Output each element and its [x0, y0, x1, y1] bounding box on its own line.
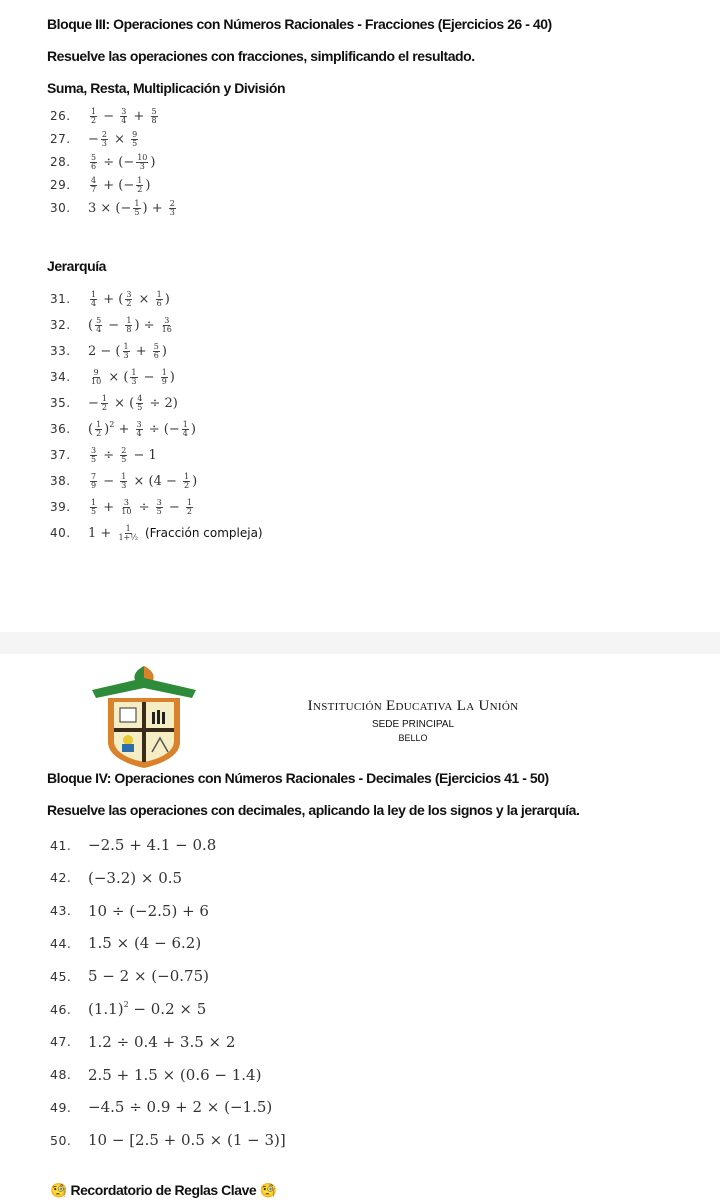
denominator: 8 — [151, 115, 157, 125]
expression-text: 3 × (− — [88, 200, 132, 216]
exercise-expression — [88, 869, 182, 887]
expression-text: 1 + — [88, 525, 116, 541]
fraction — [133, 200, 140, 217]
exercise-item — [50, 868, 182, 888]
fraction — [90, 369, 102, 386]
expression-text: × ( — [110, 395, 135, 411]
exercise-expression — [88, 343, 167, 360]
fraction — [125, 291, 132, 308]
numerator: 1 — [91, 106, 97, 116]
exercise-item — [50, 1032, 235, 1052]
denominator: 6 — [156, 298, 162, 308]
fraction — [169, 200, 176, 217]
exercise-item — [50, 419, 196, 439]
denominator: 2 — [184, 480, 190, 490]
block4-subtitle: Resuelve las operaciones con decimales, aplicando la ley de los signos y la jerarquía. — [47, 802, 580, 818]
numerator: 7 — [91, 471, 97, 481]
exercise-number: 47. — [50, 1034, 72, 1050]
expression-text: ÷ 2) — [145, 395, 178, 411]
exercise-item — [50, 289, 170, 309]
fraction — [182, 421, 189, 438]
exercise-item — [50, 1097, 272, 1117]
numerator: 5 — [153, 341, 159, 351]
exercise-item — [50, 341, 167, 361]
expression-text: 2.5 + 1.5 × (0.6 − 1.4) — [88, 1065, 262, 1084]
numerator: 1 — [126, 315, 132, 325]
institution-city: BELLO — [398, 733, 428, 743]
exercise-item — [50, 523, 263, 543]
exercise-expression — [88, 473, 197, 490]
exercise-item — [50, 106, 160, 126]
numerator: 4 — [137, 393, 143, 403]
block4-title: Bloque IV: Operaciones con Números Racionales - Decimales (Ejercicios 41 - 50) — [47, 770, 549, 786]
fraction — [156, 499, 163, 516]
fraction — [120, 108, 127, 125]
denominator: 4 — [182, 428, 188, 438]
denominator: 9 — [161, 376, 167, 386]
monocle-face-icon: 🧐 — [50, 1182, 67, 1198]
fraction — [90, 473, 97, 490]
exercise-number: 33. — [50, 344, 71, 358]
denominator: 10 — [121, 506, 132, 516]
denominator: 3 — [169, 207, 175, 217]
expression-text: × ( — [104, 369, 129, 385]
exercise-expression — [88, 421, 196, 438]
numerator: 1 — [156, 289, 162, 299]
block3-subtitle: Resuelve las operaciones con fracciones, simplificando el resultado. — [47, 48, 475, 64]
exercise-number: 34. — [50, 370, 71, 384]
numerator: 4 — [91, 175, 97, 185]
expression-text: ) — [169, 369, 175, 385]
numerator: 1 — [131, 367, 137, 377]
numerator: 1 — [121, 471, 127, 481]
exercise-number: 27. — [50, 132, 71, 146]
expression-text: −4.5 ÷ 0.9 + 2 × (−1.5) — [88, 1098, 273, 1117]
institution-name: Institución Educativa La Unión — [307, 698, 519, 714]
expression-text: (−3.2) × 0.5 — [88, 868, 183, 887]
exercise-expression — [88, 131, 140, 148]
expression-text: ÷ — [134, 499, 154, 515]
fraction — [131, 131, 138, 148]
fraction — [136, 421, 143, 438]
exercise-number: 29. — [50, 178, 71, 192]
fraction — [90, 291, 97, 308]
denominator: 9 — [91, 480, 97, 490]
numerator: 1 — [161, 367, 167, 377]
fraction — [130, 369, 137, 386]
fraction — [183, 473, 190, 490]
denominator: 5 — [91, 454, 97, 464]
block3-title: Bloque III: Operaciones con Números Racionales - Fracciones (Ejercicios 26 - 40) — [47, 16, 552, 32]
section-heading-operations: Suma, Resta, Multiplicación y División — [47, 80, 286, 96]
exercise-expression — [88, 1098, 272, 1116]
expression-text: − — [99, 108, 119, 124]
denominator: 3 — [121, 480, 127, 490]
fraction — [101, 131, 108, 148]
fraction — [95, 317, 102, 334]
fraction — [125, 317, 132, 334]
fraction — [117, 525, 139, 542]
expression-text: 1.5 × (4 − 6.2) — [88, 934, 202, 953]
fraction — [186, 499, 193, 516]
denominator: 4 — [91, 298, 97, 308]
numerator: 1 — [96, 419, 102, 429]
exercise-item — [50, 497, 195, 517]
exercise-number: 44. — [50, 935, 72, 951]
denominator: 7 — [91, 184, 97, 194]
exercise-item — [50, 152, 155, 172]
exercise-item — [50, 129, 140, 149]
denominator: 5 — [121, 454, 127, 464]
numerator: 2 — [121, 445, 127, 455]
denominator: 2 — [137, 184, 143, 194]
expression-text: ) ÷ — [134, 317, 159, 333]
expression-text: − — [88, 131, 99, 147]
expression-text: ) — [161, 343, 167, 359]
denominator: 3 — [123, 350, 129, 360]
exercise-expression — [88, 525, 141, 542]
exercise-number: 26. — [50, 109, 71, 123]
expression-text: 2 − ( — [88, 343, 121, 359]
numerator: 1 — [182, 419, 188, 429]
expression-text: ) + — [142, 200, 167, 216]
exercise-number: 50. — [50, 1132, 72, 1148]
denominator: 5 — [156, 506, 162, 516]
fraction — [95, 421, 102, 438]
numerator: 1 — [123, 341, 129, 351]
expression-text: − — [99, 473, 119, 489]
exercise-item — [50, 933, 201, 953]
numerator: 1 — [91, 289, 97, 299]
institution-sede: SEDE PRINCIPAL — [371, 719, 455, 730]
fraction — [90, 177, 97, 194]
exercise-item — [50, 445, 157, 465]
exercise-item — [50, 315, 175, 335]
expression-text: × — [134, 291, 154, 307]
expression-text: + (− — [99, 177, 135, 193]
exercise-number: 28. — [50, 155, 71, 169]
denominator: 2 — [186, 506, 192, 516]
exercise-expression — [88, 108, 160, 125]
exercise-expression — [88, 317, 175, 334]
numerator: 3 — [126, 289, 132, 299]
exercise-number: 32. — [50, 318, 71, 332]
expression-text: ÷ — [99, 447, 119, 463]
numerator: 10 — [137, 152, 148, 162]
exercise-number: 46. — [50, 1001, 72, 1017]
numerator: 9 — [132, 129, 138, 139]
fraction — [120, 447, 127, 464]
fraction — [156, 291, 163, 308]
denominator: 4 — [136, 428, 142, 438]
exercise-number: 30. — [50, 201, 71, 215]
fraction — [153, 343, 160, 360]
exercise-expression — [88, 369, 175, 386]
fraction — [123, 343, 130, 360]
numerator: 1 — [101, 393, 107, 403]
monocle-face-icon: 🧐 — [259, 1182, 277, 1198]
denominator: 5 — [132, 138, 138, 148]
fraction — [136, 395, 143, 412]
expression-text: − — [88, 395, 99, 411]
denominator: 8 — [126, 324, 132, 334]
expression-text: ) — [164, 291, 170, 307]
denominator: 16 — [161, 324, 172, 334]
expression-text: −2.5 + 4.1 − 0.8 — [88, 836, 217, 854]
exercise-item — [50, 175, 150, 195]
fraction — [101, 395, 108, 412]
numerator: 1 — [186, 497, 192, 507]
denominator: 3 — [101, 138, 107, 148]
fraction — [120, 473, 127, 490]
exercise-number: 38. — [50, 474, 71, 488]
exercise-item — [50, 999, 206, 1019]
fraction — [161, 317, 173, 334]
expression-text: ( — [88, 317, 94, 333]
exercise-item — [50, 393, 178, 413]
fraction — [151, 108, 158, 125]
exercise-expression — [88, 154, 155, 171]
exponent: 2 — [123, 999, 129, 1009]
exercise-expression — [88, 836, 216, 854]
expression-text: − — [164, 499, 184, 515]
exercise-note: (Fracción compleja) — [144, 526, 263, 540]
denominator: 6 — [153, 350, 159, 360]
numerator: 5 — [96, 315, 102, 325]
expression-text: ) — [192, 473, 198, 489]
expression-text: − — [139, 369, 159, 385]
exercise-expression — [88, 934, 201, 952]
expression-text: 1.2 ÷ 0.4 + 3.5 × 2 — [88, 1032, 236, 1051]
expression-text: ) — [150, 154, 156, 170]
numerator: 2 — [169, 198, 175, 208]
expression-text: (1.1) — [88, 1000, 124, 1018]
exercise-expression — [88, 1066, 261, 1084]
exercise-expression — [88, 967, 209, 985]
reminder-label: Recordatorio de Reglas Clave — [70, 1182, 257, 1198]
fraction — [136, 154, 148, 171]
fraction — [120, 499, 132, 516]
expression-text: 10 ÷ (−2.5) + 6 — [88, 901, 209, 920]
numerator: 1 — [125, 523, 131, 533]
exercise-expression — [88, 499, 195, 516]
fraction — [90, 499, 97, 516]
fraction — [136, 177, 143, 194]
exercise-item — [50, 471, 197, 491]
fraction — [90, 447, 97, 464]
exercise-expression — [88, 1000, 206, 1018]
exercise-number: 45. — [50, 968, 72, 984]
exercise-number: 48. — [50, 1067, 72, 1083]
numerator: 3 — [156, 497, 162, 507]
numerator: 1 — [134, 198, 140, 208]
expression-text: × (4 − — [129, 473, 182, 489]
numerator: 3 — [164, 315, 170, 325]
exercise-expression — [88, 1033, 235, 1051]
fraction — [161, 369, 168, 386]
numerator: 1 — [184, 471, 190, 481]
numerator: 9 — [93, 367, 99, 377]
expression-text: + — [114, 421, 134, 437]
exercise-number: 43. — [50, 903, 72, 919]
numerator: 2 — [101, 129, 107, 139]
numerator: 5 — [151, 106, 157, 116]
fraction — [90, 108, 97, 125]
numerator: 1 — [137, 175, 143, 185]
exercise-expression — [88, 200, 178, 217]
denominator: 3 — [131, 376, 137, 386]
denominator: 2 — [91, 115, 97, 125]
exercise-expression — [88, 1131, 286, 1149]
expression-text: ÷ (− — [99, 154, 135, 170]
denominator: 4 — [121, 115, 127, 125]
denominator: 3 — [139, 161, 145, 171]
expression-text: − — [104, 317, 124, 333]
exercise-number: 35. — [50, 396, 71, 410]
expression-text: − 0.2 × 5 — [128, 1000, 207, 1018]
exercise-expression — [88, 447, 157, 464]
exponent: 2 — [109, 419, 115, 429]
denominator: 4 — [96, 324, 102, 334]
school-crest-logo — [88, 664, 200, 770]
numerator: 5 — [91, 152, 97, 162]
exercise-number: 41. — [50, 837, 72, 853]
expression-text: ) — [104, 421, 110, 437]
exercise-number: 31. — [50, 292, 71, 306]
numerator: 3 — [91, 445, 97, 455]
denominator: 1+½ — [118, 532, 138, 542]
numerator: 3 — [123, 497, 129, 507]
expression-text: − 1 — [129, 447, 157, 463]
expression-text: ( — [88, 421, 94, 437]
exercise-number: 40. — [50, 526, 71, 540]
expression-text: + — [131, 343, 151, 359]
expression-text: 5 − 2 × (−0.75) — [88, 967, 209, 986]
exercise-item — [50, 1065, 261, 1085]
exercise-expression — [88, 291, 170, 308]
expression-text: × — [110, 131, 130, 147]
page-separator — [0, 632, 720, 654]
expression-text: 10 − [2.5 + 0.5 × (1 − 3)] — [88, 1131, 286, 1150]
expression-text: + — [129, 108, 149, 124]
denominator: 2 — [126, 298, 132, 308]
exercise-item — [50, 1130, 286, 1150]
exercise-number: 39. — [50, 500, 71, 514]
numerator: 3 — [121, 106, 127, 116]
exercise-expression — [88, 177, 150, 194]
numerator: 3 — [136, 419, 142, 429]
expression-text: ) — [190, 421, 196, 437]
exercise-item — [50, 367, 175, 387]
expression-text: ) — [145, 177, 151, 193]
expression-text: + ( — [99, 291, 124, 307]
denominator: 10 — [91, 376, 102, 386]
exercise-number: 49. — [50, 1099, 72, 1115]
expression-text: + — [99, 499, 119, 515]
exercise-number: 36. — [50, 422, 71, 436]
numerator: 1 — [91, 497, 97, 507]
denominator: 2 — [101, 402, 107, 412]
exercise-item — [50, 901, 209, 921]
reminder-heading — [50, 1182, 277, 1198]
denominator: 6 — [91, 161, 97, 171]
denominator: 5 — [91, 506, 97, 516]
denominator: 5 — [137, 402, 143, 412]
exercise-expression — [88, 902, 209, 920]
denominator: 2 — [96, 428, 102, 438]
expression-text: ÷ (− — [144, 421, 180, 437]
fraction — [90, 154, 97, 171]
section-heading-hierarchy: Jerarquía — [47, 258, 106, 274]
exercise-expression — [88, 395, 178, 412]
exercise-item — [50, 198, 178, 218]
exercise-item — [50, 966, 209, 986]
exercise-number: 42. — [50, 870, 72, 886]
denominator: 5 — [134, 207, 140, 217]
exercise-number: 37. — [50, 448, 71, 462]
exercise-item — [50, 835, 216, 855]
